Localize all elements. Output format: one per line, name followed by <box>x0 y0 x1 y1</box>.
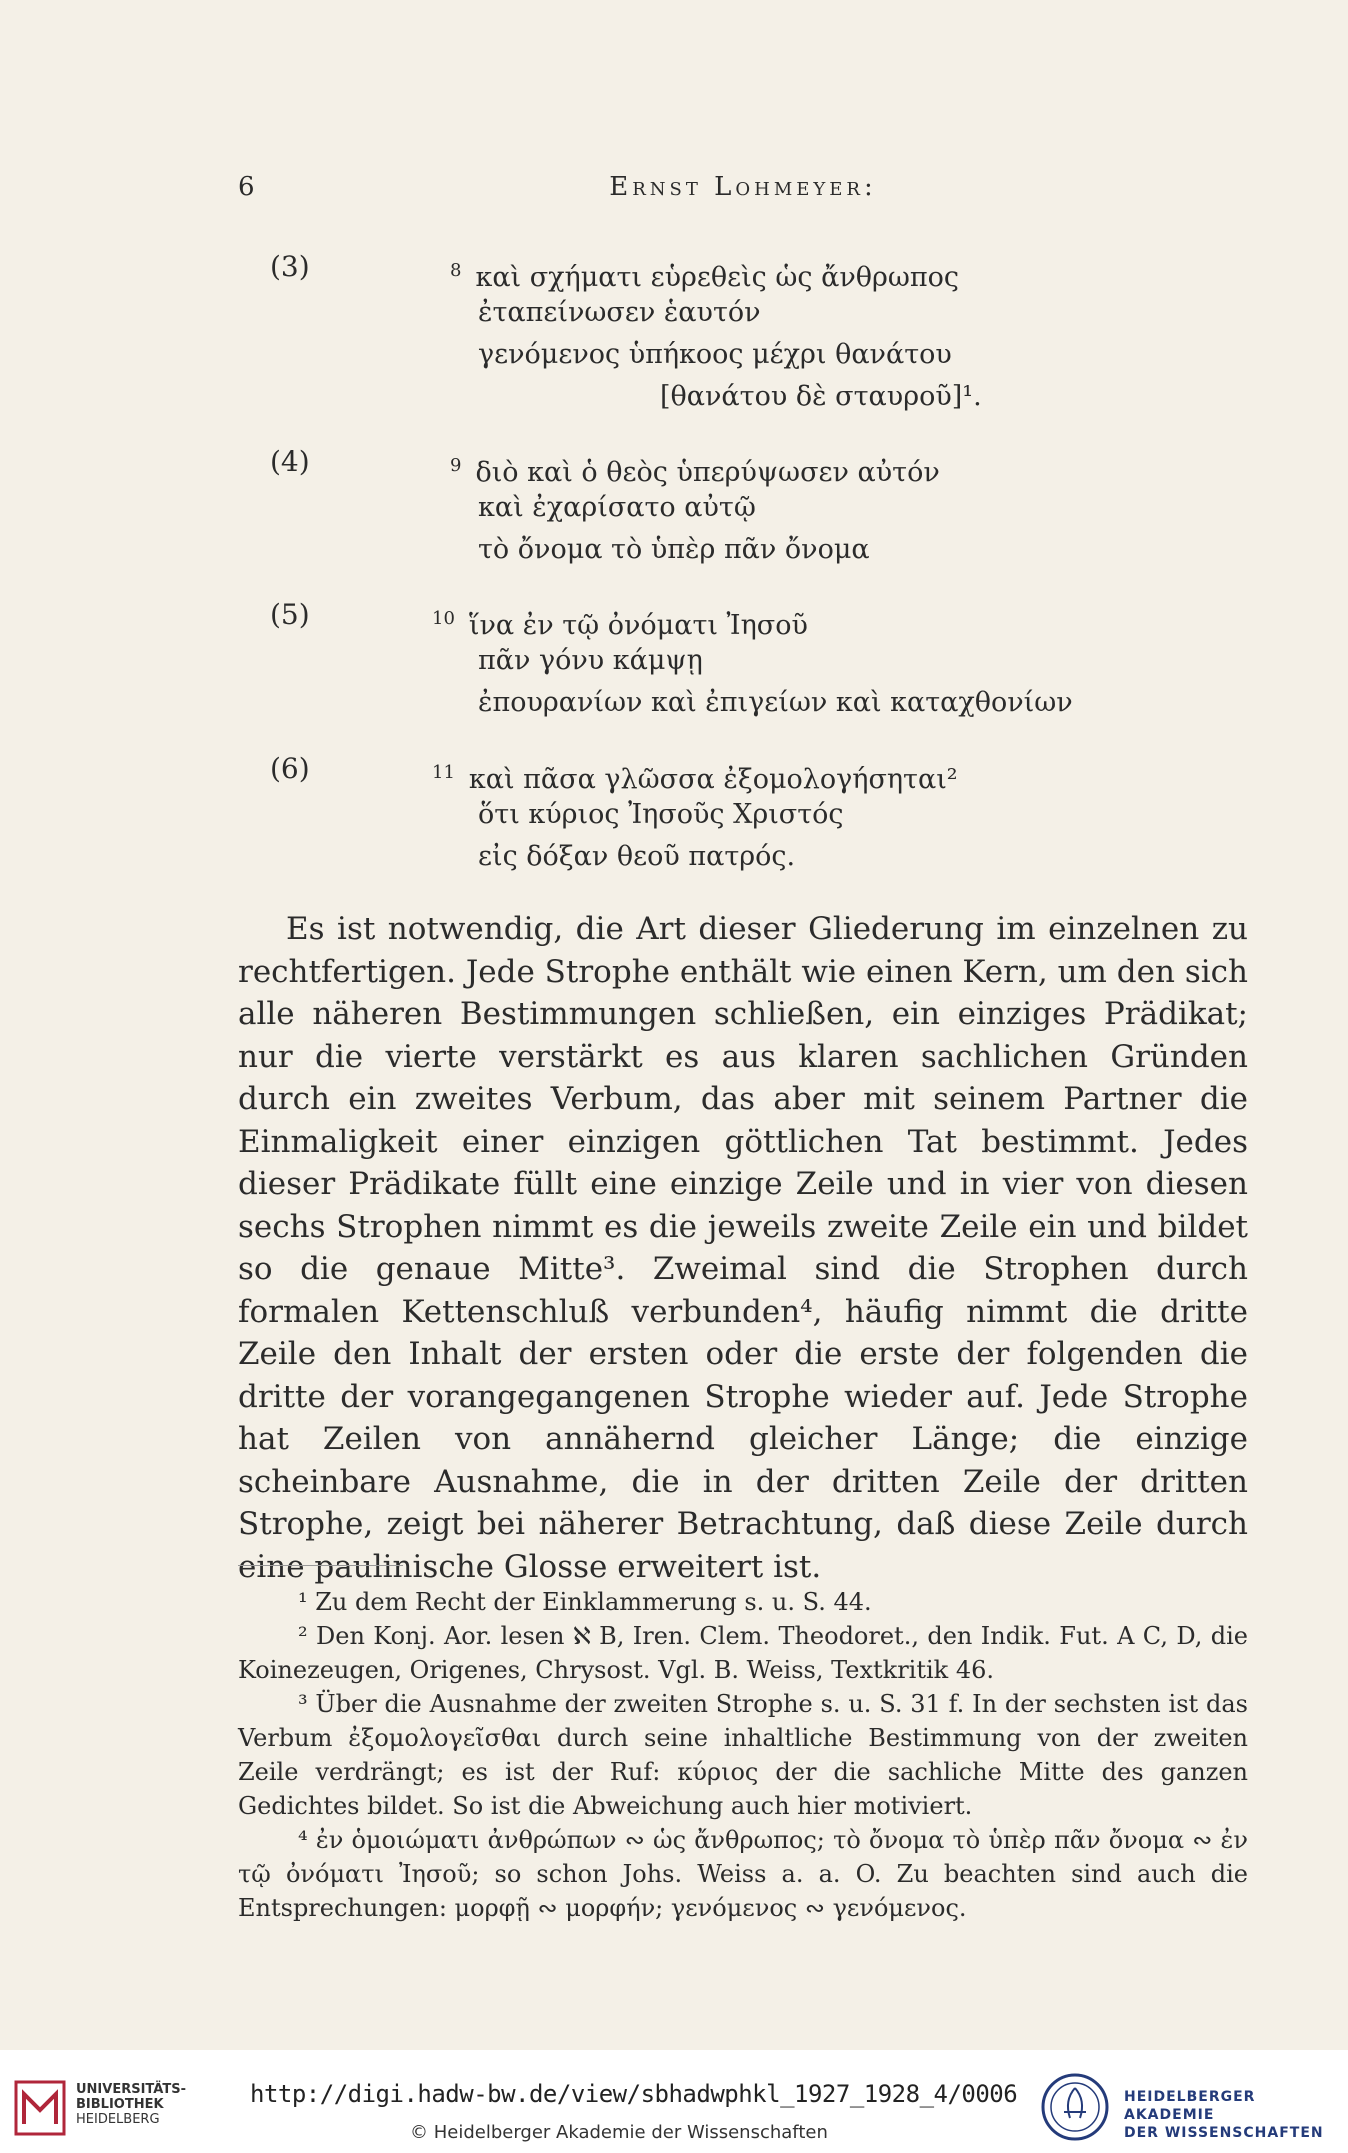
footnote-2: ² Den Konj. Aor. lesen ℵ B, Iren. Clem. Theodoret., den Indik. Fut. A C, D, die Koinezeugen, Origenes, Chrysost. Vgl. B. Weiss, Textkritik 46. <box>238 1622 1248 1684</box>
academy-name: HEIDELBERGER AKADEMIE DER WISSENSCHAFTEN <box>1124 2089 1324 2141</box>
footnote-3: ³ Über die Ausnahme der zweiten Strophe s. u. S. 31 f. In der sechsten ist das Verbum ἐξομολογεῖσθαι durch seine inhaltliche Bestimmung von der zweiten Zeile verdrängt; es ist der Ruf: κύριος der die sachliche Mitte des ganzen Gedichtes bildet. So ist die Abweichung auch hier motiviert. <box>238 1690 1248 1820</box>
stanza-line: $^{10}$ ἵνα ἐν τῷ ὀνόματι Ἰησοῦ <box>432 608 808 641</box>
verse-number: 10 <box>432 608 455 629</box>
verse-number: 9 <box>450 455 462 476</box>
stanza-number: (4) <box>270 445 310 478</box>
stanza-line: τὸ ὄνομα τὸ ὑπὲρ πᾶν ὄνομα <box>478 534 870 565</box>
footnote-4: ⁴ ἐν ὁμοιώματι ἀνθρώπων ∾ ὡς ἄνθρωπος; τὸ ὄνομα τὸ ὑπὲρ πᾶν ὄνομα ∾ ἐν τῷ ὀνόματι Ἰησοῦ; so schon Johs. Weiss a. a. O. Zu beachten sind auch die Entsprechungen: μορφῇ ∾ μορφήν; γενόμενος ∾ γενόμενος. <box>238 1826 1248 1922</box>
stanza-number: (5) <box>270 598 310 631</box>
stanza-line: γενόμενος ὑπήκοος μέχρι θανάτου <box>478 339 952 370</box>
document-url-link[interactable]: http://digi.hadw-bw.de/view/sbhadwphkl_1927_1928_4/0006 <box>250 2080 1018 2108</box>
footnote-1: ¹ Zu dem Recht der Einklammerung s. u. S. 44. <box>298 1588 872 1616</box>
page-number: 6 <box>238 172 255 202</box>
verse-number: 8 <box>450 260 462 281</box>
body-paragraph: Es ist notwendig, die Art dieser Gliederung im einzelnen zu rechtfertigen. Jede Strophe enthält wie einen Kern, um den sich alle näheren Bestimmungen schließen, ein einziges Prädikat; nur die vierte verstärkt es aus klaren sachlichen Gründen durch ein zweites Verbum, das aber mit seinem Partner die Einmaligkeit einer einzigen göttlichen Tat bestimmt. Jedes dieser Prädikate füllt eine einzige Zeile und in vier von diesen sechs Strophen nimmt es die jeweils zweite Zeile ein und bildet so die genaue Mitte³. Zweimal sind die Strophen durch formalen Kettenschluß verbunden⁴, häufig nimmt die dritte Zeile den Inhalt der ersten oder die erste der folgenden die dritte der vorangegangenen Strophe wieder auf. Jede Strophe hat Zeilen von annähernd gleicher Länge; die einzige scheinbare Ausnahme, die in der dritten Zeile der dritten Strophe, zeigt bei näherer Betrachtung, daß diese Zeile durch eine paulinische Glosse erweitert ist. <box>238 911 1248 1585</box>
stanza-line: ἐταπείνωσεν ἑαυτόν <box>478 297 761 328</box>
stanza-line: καὶ ἐχαρίσατο αὐτῷ <box>478 492 756 523</box>
running-title: Ernst Lohmeyer: <box>609 172 877 202</box>
stanza-line: εἰς δόξαν θεοῦ πατρός. <box>478 841 796 872</box>
page-header <box>238 172 1248 212</box>
stanza-number: (6) <box>270 752 310 785</box>
viewer-footer <box>0 2050 1348 2153</box>
copyright-notice: © Heidelberger Akademie der Wissenschaften <box>410 2122 828 2143</box>
stanza-line: [θανάτου δὲ σταυροῦ]¹. <box>660 381 982 412</box>
stanza-number: (3) <box>270 250 310 283</box>
library-name: UNIVERSITÄTS- BIBLIOTHEK HEIDELBERG <box>76 2082 186 2127</box>
verse-number: 11 <box>432 762 455 783</box>
footnotes <box>238 1585 1248 1925</box>
library-logo-icon <box>14 2080 66 2136</box>
academy-seal-icon <box>1040 2072 1110 2142</box>
body-text <box>238 908 1248 1588</box>
stanza-line: $^9$ διὸ καὶ ὁ θεὸς ὑπερύψωσεν αὐτόν <box>450 455 940 488</box>
footnote-divider <box>238 1565 403 1566</box>
stanza-line: $^{11}$ καὶ πᾶσα γλῶσσα ἐξομολογήσηται² <box>432 762 958 795</box>
stanza-line: πᾶν γόνυ κάμψῃ <box>478 645 703 676</box>
stanza-line: ὅτι κύριος Ἰησοῦς Χριστός <box>478 799 844 830</box>
stanza-line: $^8$ καὶ σχήματι εὑρεθεὶς ὡς ἄνθρωπος <box>450 260 960 293</box>
stanza-line: ἐπουρανίων καὶ ἐπιγείων καὶ καταχθονίων <box>478 687 1073 718</box>
